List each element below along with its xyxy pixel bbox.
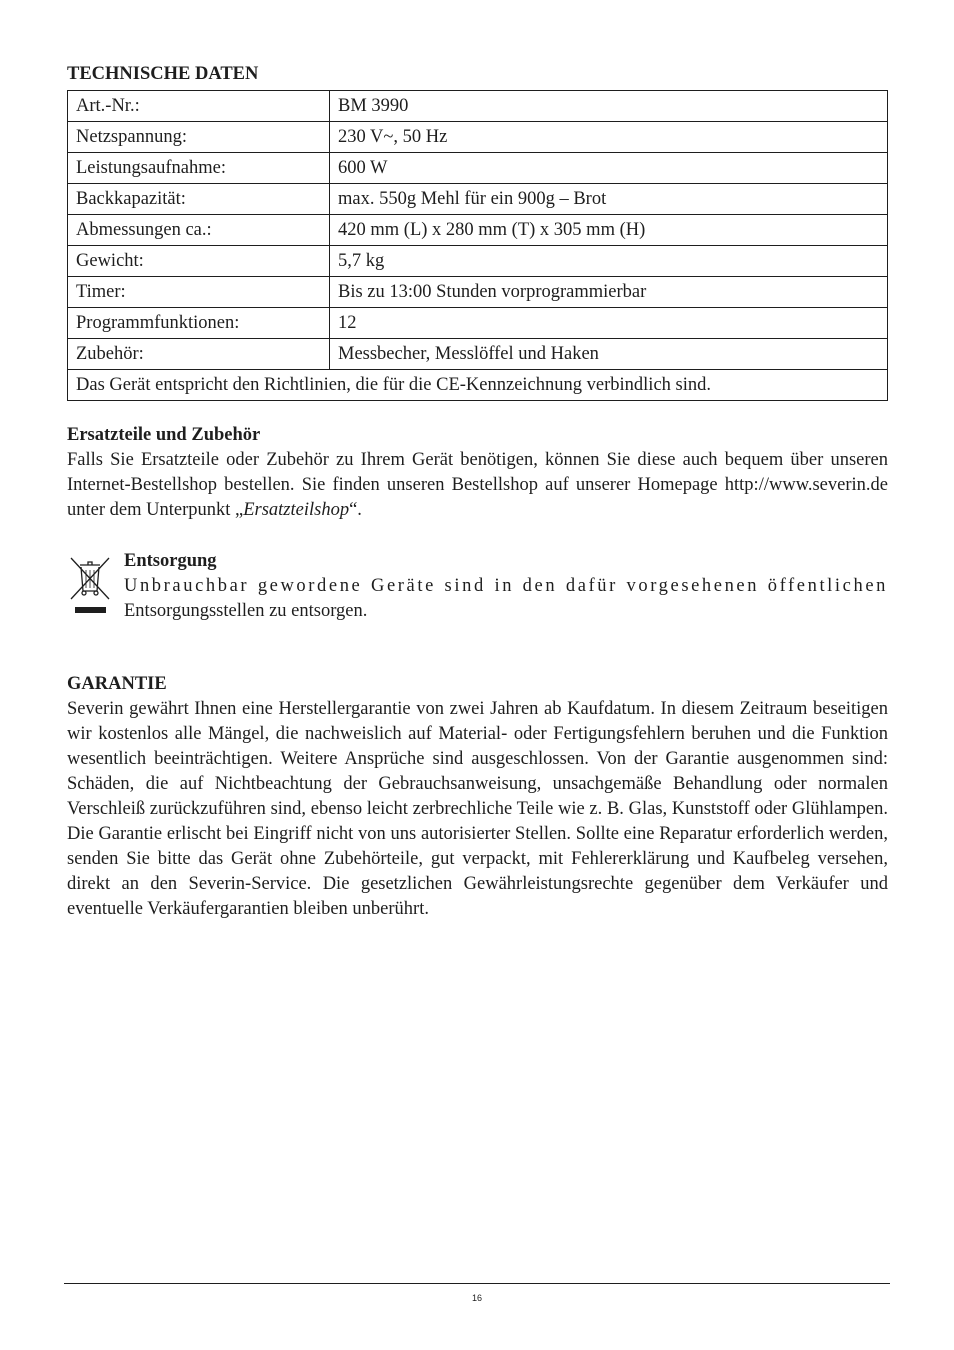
spec-label: Programmfunktionen: (68, 308, 330, 339)
warranty-section (67, 672, 888, 922)
table-row (68, 184, 888, 215)
table-row (68, 153, 888, 184)
spec-label: Netzspannung: (68, 122, 330, 153)
spec-value: max. 550g Mehl für ein 900g – Brot (330, 184, 888, 215)
page-number: 16 (471, 1293, 482, 1303)
table-row (68, 91, 888, 122)
spare-parts-heading: Ersatzteile und Zubehör (67, 425, 261, 445)
crossed-out-wheelie-bin-icon (67, 555, 113, 615)
table-row (68, 339, 888, 370)
ce-note: Das Gerät entspricht den Richtlinien, die für die CE-Kennzeichnung verbindlich sind. (68, 370, 888, 401)
spec-value: 420 mm (L) x 280 mm (T) x 305 mm (H) (330, 215, 888, 246)
spare-parts-section (67, 423, 888, 523)
page-content (67, 60, 888, 922)
table-row (68, 277, 888, 308)
spec-value: Bis zu 13:00 Stunden vorprogrammierbar (330, 277, 888, 308)
spare-parts-text-end: “. (349, 500, 362, 520)
spec-value: 12 (330, 308, 888, 339)
spec-label: Leistungsaufnahme: (68, 153, 330, 184)
spare-parts-text-main: Falls Sie Ersatzteile oder Zubehör zu Ihrem Gerät benötigen, können Sie diese auch bequem über unseren Internet-Bestellshop bestellen. Sie finden unseren Bestellshop auf unserer Homepage http://www.severin.de unter dem Unterpunkt „ (67, 450, 888, 520)
warranty-text: Severin gewährt Ihnen eine Herstellergarantie von zwei Jahren ab Kaufdatum. In diesem Zeitraum beseitigen wir kostenlos alle Mängel, die nachweislich auf Material- oder Fertigungsfehlern beruhen und die Funktion wesentlich beeinträchtigen. Weitere Ansprüche sind ausgeschlossen. Von der Garantie ausgenommen sind: Schäden, die auf Nichtbeachtung der Gebrauchsanweisung, unsachgemäße Behandlung oder normalen Verschleiß zurückzuführen sind, ebenso leicht zerbrechliche Teile wie z. B. Glas, Kunststoff oder Glühlampen. Die Garantie erlischt bei Eingriff nicht von uns autorisierter Stellen. Sollte eine Reparatur erforderlich werden, senden Sie bitte das Gerät ohne Zubehörteile, gut verpackt, mit Fehlererklärung und Kaufbeleg versehen, direkt an den Severin-Service. Die gesetzlichen Gewährleistungsrechte gegenüber dem Verkäufer und eventuelle Verkäufergarantien bleiben unberührt. (67, 699, 888, 919)
spec-label: Zubehör: (68, 339, 330, 370)
spec-value: BM 3990 (330, 91, 888, 122)
spare-parts-shop-name: Ersatzteilshop (243, 500, 350, 520)
disposal-text-line2: Entsorgungsstellen zu entsorgen. (124, 601, 368, 621)
disposal-text-line1: Unbrauchbar gewordene Geräte sind in den dafür vorgesehenen öffentlichen (124, 576, 888, 596)
spec-label: Backkapazität: (68, 184, 330, 215)
spec-label: Art.-Nr.: (68, 91, 330, 122)
table-row (68, 122, 888, 153)
spec-label: Abmessungen ca.: (68, 215, 330, 246)
spec-value: 230 V~, 50 Hz (330, 122, 888, 153)
table-row (68, 215, 888, 246)
spec-value: Messbecher, Messlöffel und Haken (330, 339, 888, 370)
spec-value: 5,7 kg (330, 246, 888, 277)
spec-label: Timer: (68, 277, 330, 308)
technical-data-table (67, 90, 888, 401)
table-row (68, 246, 888, 277)
disposal-section (67, 549, 888, 624)
footer-divider (64, 1283, 890, 1284)
spec-value: 600 W (330, 153, 888, 184)
spec-label: Gewicht: (68, 246, 330, 277)
table-row-ce-note (68, 370, 888, 401)
table-row (68, 308, 888, 339)
warranty-heading: GARANTIE (67, 674, 167, 694)
spare-parts-text (67, 448, 888, 523)
technical-data-heading: TECHNISCHE DATEN (67, 64, 259, 84)
disposal-heading: Entsorgung (124, 551, 217, 571)
